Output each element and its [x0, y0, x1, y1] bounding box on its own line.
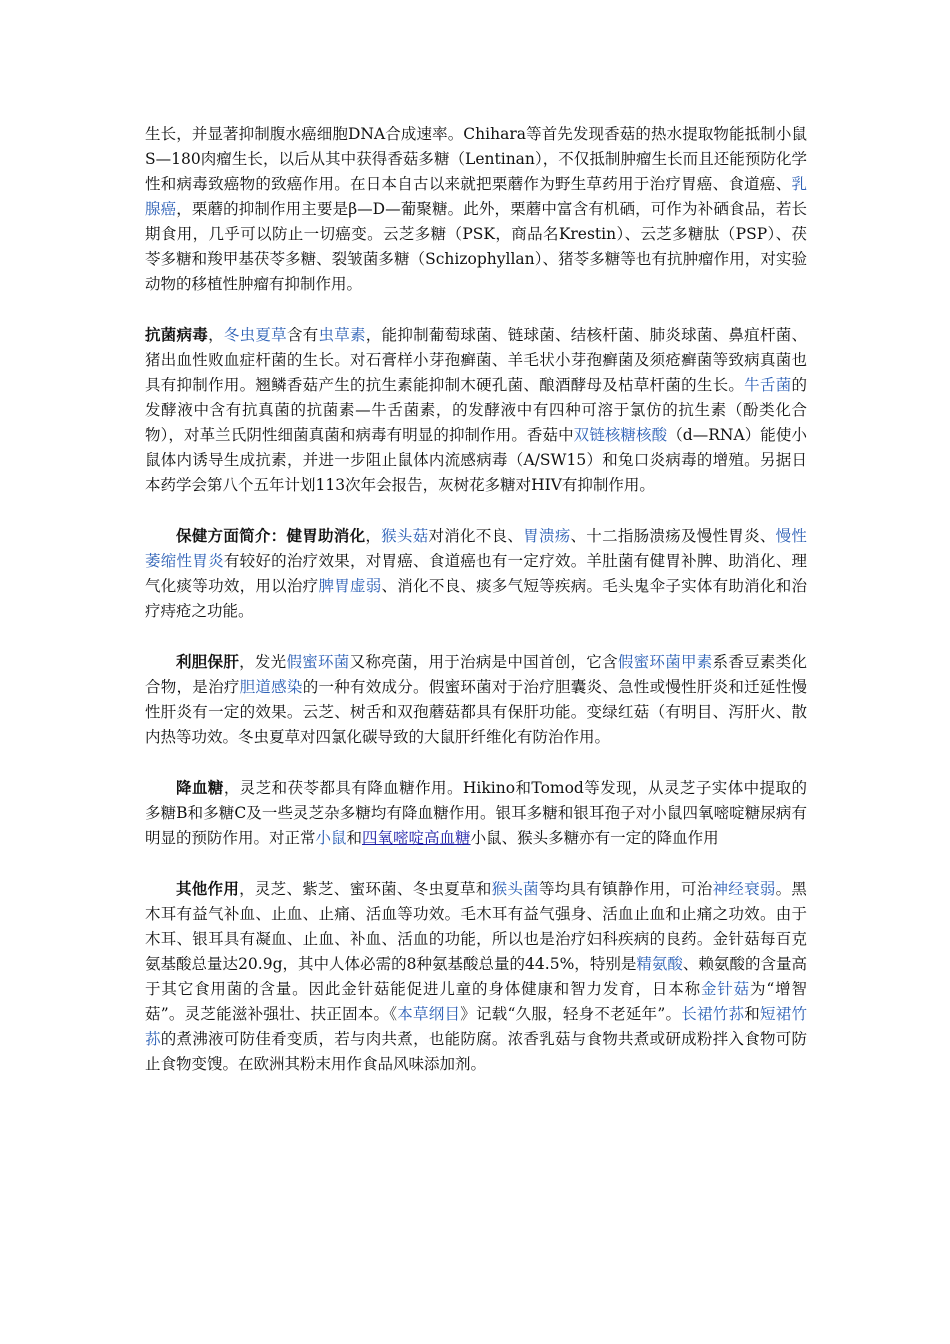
paragraph-text: 有较好的治疗效果，对胃癌、食道癌也有一定疗效。羊肚菌有健胃补脾、助消化、理气化痰等功效，用以治疗 [145, 552, 807, 595]
paragraph-text: 、赖氨酸的含量高于其它食用菌的含量。因此金针菇能促进儿童的身体健康和智力发育，日本称 [145, 955, 807, 998]
paragraph [145, 775, 807, 851]
paragraph-link[interactable]: 胃溃疡 [523, 527, 571, 545]
paragraph-heading-text: 利胆保肝 [176, 652, 240, 671]
paragraph-text: 、消化不良、痰多气短等疾病。毛头鬼伞子实体有助消化和治疗痔疮之功能。 [145, 577, 807, 620]
document-page [145, 122, 807, 1077]
paragraph-text: 》记载“久服，轻身不老延年”。 [460, 1005, 682, 1023]
paragraph-text: 的煮沸液可防佳肴变质，若与肉共煮，也能防腐。浓香乳菇与食物共煮或研成粉拌入食物可防止食物变馊。在欧洲其粉末用作食品风味添加剂。 [145, 1030, 807, 1073]
paragraph-link[interactable]: 精氨酸 [636, 955, 683, 973]
paragraph-text: 和 [346, 829, 363, 847]
paragraph-text: 、十二指肠溃疡及慢性胃炎、 [570, 527, 776, 545]
paragraph [145, 122, 807, 297]
paragraph-link[interactable]: 神经衰弱 [712, 880, 776, 898]
paragraph-heading-text: 其他作用 [176, 879, 240, 898]
paragraph-text: 系香豆素类化合物，是治疗 [145, 653, 807, 696]
paragraph-text: ， [208, 326, 224, 344]
paragraph-text: （d—RNA）能使小鼠体内诱导生成抗素，并进一步阻止鼠体内流感病毒（A/SW15）和兔口炎病毒的增殖。另据日本药学会第八个五年计划113次年会报告，灰树花多糖对HIV有抑制作用。 [145, 426, 807, 494]
paragraph-link[interactable]: 双链核糖核酸 [573, 426, 668, 444]
paragraph-text: 含有 [286, 326, 319, 344]
paragraph-link[interactable]: 猴头菇 [381, 527, 429, 545]
paragraph-text: ， [365, 527, 382, 545]
paragraph-text: ，栗蘑的抑制作用主要是β—D—葡聚糖。此外，栗蘑中富含有机硒，可作为补硒食品，若长期食用，几乎可以防止一切癌变。云芝多糖（PSK，商品名Krestin）、云芝多糖肽（PSP）、茯苓多糖和羧甲基茯苓多糖、裂皱菌多糖（Schizophyllan）、猪苓多糖等也有抗肿瘤作用，对实验动物的移植性肿瘤有抑制作用。 [145, 200, 807, 293]
paragraph-text: ，能抑制葡萄球菌、链球菌、结核杆菌、肺炎球菌、鼻疽杆菌、猪出血性败血症杆菌的生长。对石膏样小芽孢癣菌、羊毛状小芽孢癣菌及须疮癣菌等致病真菌也具有抑制作用。翘鳞香菇产生的抗生素能抑制木硬孔菌、酿酒酵母及枯草杆菌的生长。 [145, 326, 807, 394]
paragraph-text: 。黑木耳有益气补血、止血、止痛、活血等功效。毛木耳有益气强身、活血止血和止痛之功效。由于木耳、银耳具有凝血、止血、补血、活血的功能，所以也是治疗妇科疾病的良药。金针菇每百克氨基酸总量达20.9g，其中人体必需的8种氨基酸总量的44.5%，特别是 [145, 880, 807, 973]
paragraph-text: ，发光 [239, 653, 287, 671]
paragraph-text: 又称亮菌，用于治病是中国首创，它含 [349, 653, 618, 671]
paragraph-link[interactable]: 短裙竹荪 [145, 1005, 807, 1048]
paragraph-link[interactable]: 慢性萎缩性胃炎 [145, 527, 807, 570]
paragraph-text: 和 [744, 1005, 760, 1023]
paragraph-link[interactable]: 长裙竹荪 [681, 1005, 745, 1023]
paragraph-link[interactable]: 金针菇 [700, 980, 750, 998]
paragraph-link[interactable]: 冬虫夏草 [223, 326, 287, 344]
paragraph-text: 的发酵液中含有抗真菌的抗菌素—牛舌菌素，的发酵液中有四种可溶于氯仿的抗生素（酚类化合物），对革兰氏阴性细菌真菌和病毒有明显的抑制作用。香菇中 [145, 376, 807, 444]
paragraph-text: ，灵芝和茯苓都具有降血糖作用。Hikino和Tomod等发现，从灵芝子实体中提取的多糖B和多糖C及一些灵芝杂多糖均有降血糖作用。银耳多糖和银耳孢子对小鼠四氧嘧啶糖尿病有明显的预防作用。对正常 [145, 779, 807, 847]
paragraph-link[interactable]: 虫草素 [318, 326, 366, 344]
paragraph [145, 523, 807, 624]
paragraph [145, 649, 807, 750]
paragraph-text: 等均具有镇静作用，可治 [538, 880, 713, 898]
paragraph-heading-text: 抗菌病毒 [145, 325, 209, 344]
paragraph-underlined-link[interactable]: 四氧嘧啶高血糖 [362, 829, 471, 847]
paragraph [145, 322, 807, 498]
paragraph-link[interactable]: 脾胃虚弱 [318, 577, 382, 595]
paragraph-heading-text: 降血糖 [176, 778, 224, 797]
paragraph-link[interactable]: 胆道感染 [239, 678, 303, 696]
paragraph-heading-text: 保健方面简介：健胃助消化 [176, 526, 366, 545]
paragraph-text: ，灵芝、紫芝、蜜环菌、冬虫夏草和 [239, 880, 492, 898]
paragraph-link[interactable]: 乳腺癌 [145, 175, 807, 218]
paragraph-text: 的一种有效成分。假蜜环菌对于治疗胆囊炎、急性或慢性肝炎和迁延性慢性肝炎有一定的效果。云芝、树舌和双孢蘑菇都具有保肝功能。变绿红菇（有明目、泻肝火、散内热等功效。冬虫夏草对四氯化碳导致的大鼠肝纤维化有防治作用。 [145, 678, 807, 746]
paragraph-link[interactable]: 假蜜环菌 [286, 653, 350, 671]
paragraph-link[interactable]: 猴头菌 [491, 880, 539, 898]
paragraph-text: 为“增智菇”。灵芝能滋补强壮、扶正固本。《 [145, 980, 807, 1023]
paragraph-text: 小鼠、猴头多糖亦有一定的降血作用 [470, 829, 719, 847]
paragraph-link[interactable]: 本草纲目 [397, 1005, 461, 1023]
paragraph-link[interactable]: 小鼠 [315, 829, 347, 847]
paragraph-link[interactable]: 牛舌菌 [744, 376, 792, 394]
paragraph-text: 生长，并显著抑制腹水癌细胞DNA合成速率。Chihara等首先发现香菇的热水提取物能抵制小鼠S—180肉瘤生长，以后从其中获得香菇多糖（Lentinan），不仅抵制肿瘤生长而且还能预防化学性和病毒致癌物的致癌作用。在日本自古以来就把栗蘑作为野生草药用于治疗胃癌、食道癌、 [145, 125, 807, 193]
paragraph-link[interactable]: 假蜜环菌甲素 [617, 653, 713, 671]
paragraph-text: 对消化不良、 [428, 527, 524, 545]
paragraph [145, 876, 807, 1077]
